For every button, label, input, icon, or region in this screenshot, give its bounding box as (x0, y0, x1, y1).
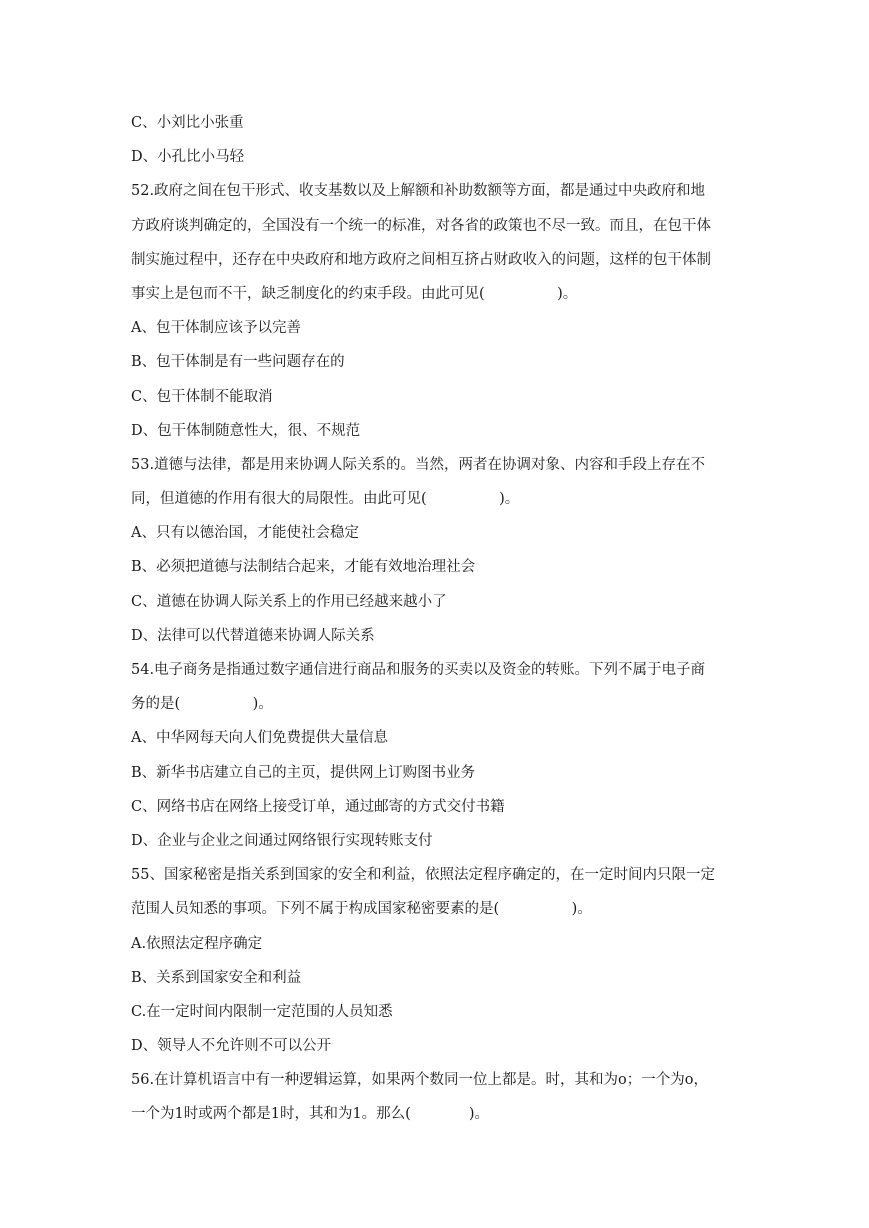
question-53-option-b: B、必须把道德与法制结合起来，才能有效地治理社会 (131, 559, 476, 576)
option-c-prev: C、小刘比小张重 (131, 115, 244, 131)
question-52-line-3: 制实施过程中，还存在中央政府和地方政府之间相互挤占财政收入的问题，这样的包干体制 (131, 251, 711, 268)
question-55-option-d: D、领导人不允许则不可以公开 (131, 1038, 332, 1055)
question-56-line-2: 一个为1时或两个都是1时，其和为1。那么( )。 (131, 1106, 489, 1123)
question-52-option-a: A、包干体制应该予以完善 (131, 320, 301, 337)
question-53-line-2: 同，但道德的作用有很大的局限性。由此可见( )。 (131, 491, 520, 508)
question-56-line-1: 56.在计算机语言中有一种逻辑运算，如果两个数同一位上都是。时，其和为o；一个为o， (131, 1072, 709, 1089)
question-54-line-1: 54.电子商务是指通过数字通信进行商品和服务的买卖以及资金的转账。下列不属于电子商 (131, 662, 706, 678)
question-52-option-c: C、包干体制不能取消 (131, 388, 273, 405)
question-55-option-a: A.依照法定程序确定 (131, 935, 263, 952)
question-54-line-2: 务的是( )。 (131, 696, 273, 713)
question-55-line-2: 范围人员知悉的事项。下列不属于构成国家秘密要素的是( )。 (131, 901, 592, 918)
question-54-option-a: A、中华网每天向人们免费提供大量信息 (131, 730, 388, 747)
question-54-option-c: C、网络书店在网络上接受订单，通过邮寄的方式交付书籍 (131, 798, 505, 815)
question-text (131, 106, 741, 1132)
question-53-option-c: C、道德在协调人际关系上的作用已经越来越小了 (131, 593, 447, 610)
question-52-line-1: 52.政府之间在包干形式、收支基数以及上解额和补助数额等方面，都是通过中央政府和地 (131, 183, 706, 200)
question-53-line-1: 53.道德与法律，都是用来协调人际关系的。当然，两者在协调对象、内容和手段上存在不 (131, 456, 706, 473)
question-52-option-b: B、包干体制是有一些问题存在的 (131, 354, 345, 371)
question-52-line-4: 事实上是包而不干，缺乏制度化的约束手段。由此可见( )。 (131, 285, 578, 302)
question-55-option-c: C.在一定时间内限制一定范围的人员知悉 (131, 1003, 393, 1020)
question-52-line-2: 方政府谈判确定的，全国没有一个统一的标准，对各省的政策也不尽一致。而且，在包干体 (131, 217, 711, 234)
question-54-option-d: D、企业与企业之间通过网络银行实现转账支付 (131, 832, 433, 849)
question-54-option-b: B、新华书店建立自己的主页，提供网上订购图书业务 (131, 764, 476, 781)
question-53-option-d: D、法律可以代替道德来协调人际关系 (131, 627, 375, 644)
question-53-option-a: A、只有以德治国，才能使社会稳定 (131, 525, 359, 542)
question-55-line-1: 55、国家秘密是指关系到国家的安全和利益，依照法定程序确定的，在一定时间内只限一定 (131, 867, 715, 884)
option-d-prev: D、小孔比小马轻 (131, 149, 245, 166)
question-55-option-b: B、关系到国家安全和利益 (131, 969, 302, 986)
question-52-option-d: D、包干体制随意性大，很、不规范 (131, 422, 361, 439)
